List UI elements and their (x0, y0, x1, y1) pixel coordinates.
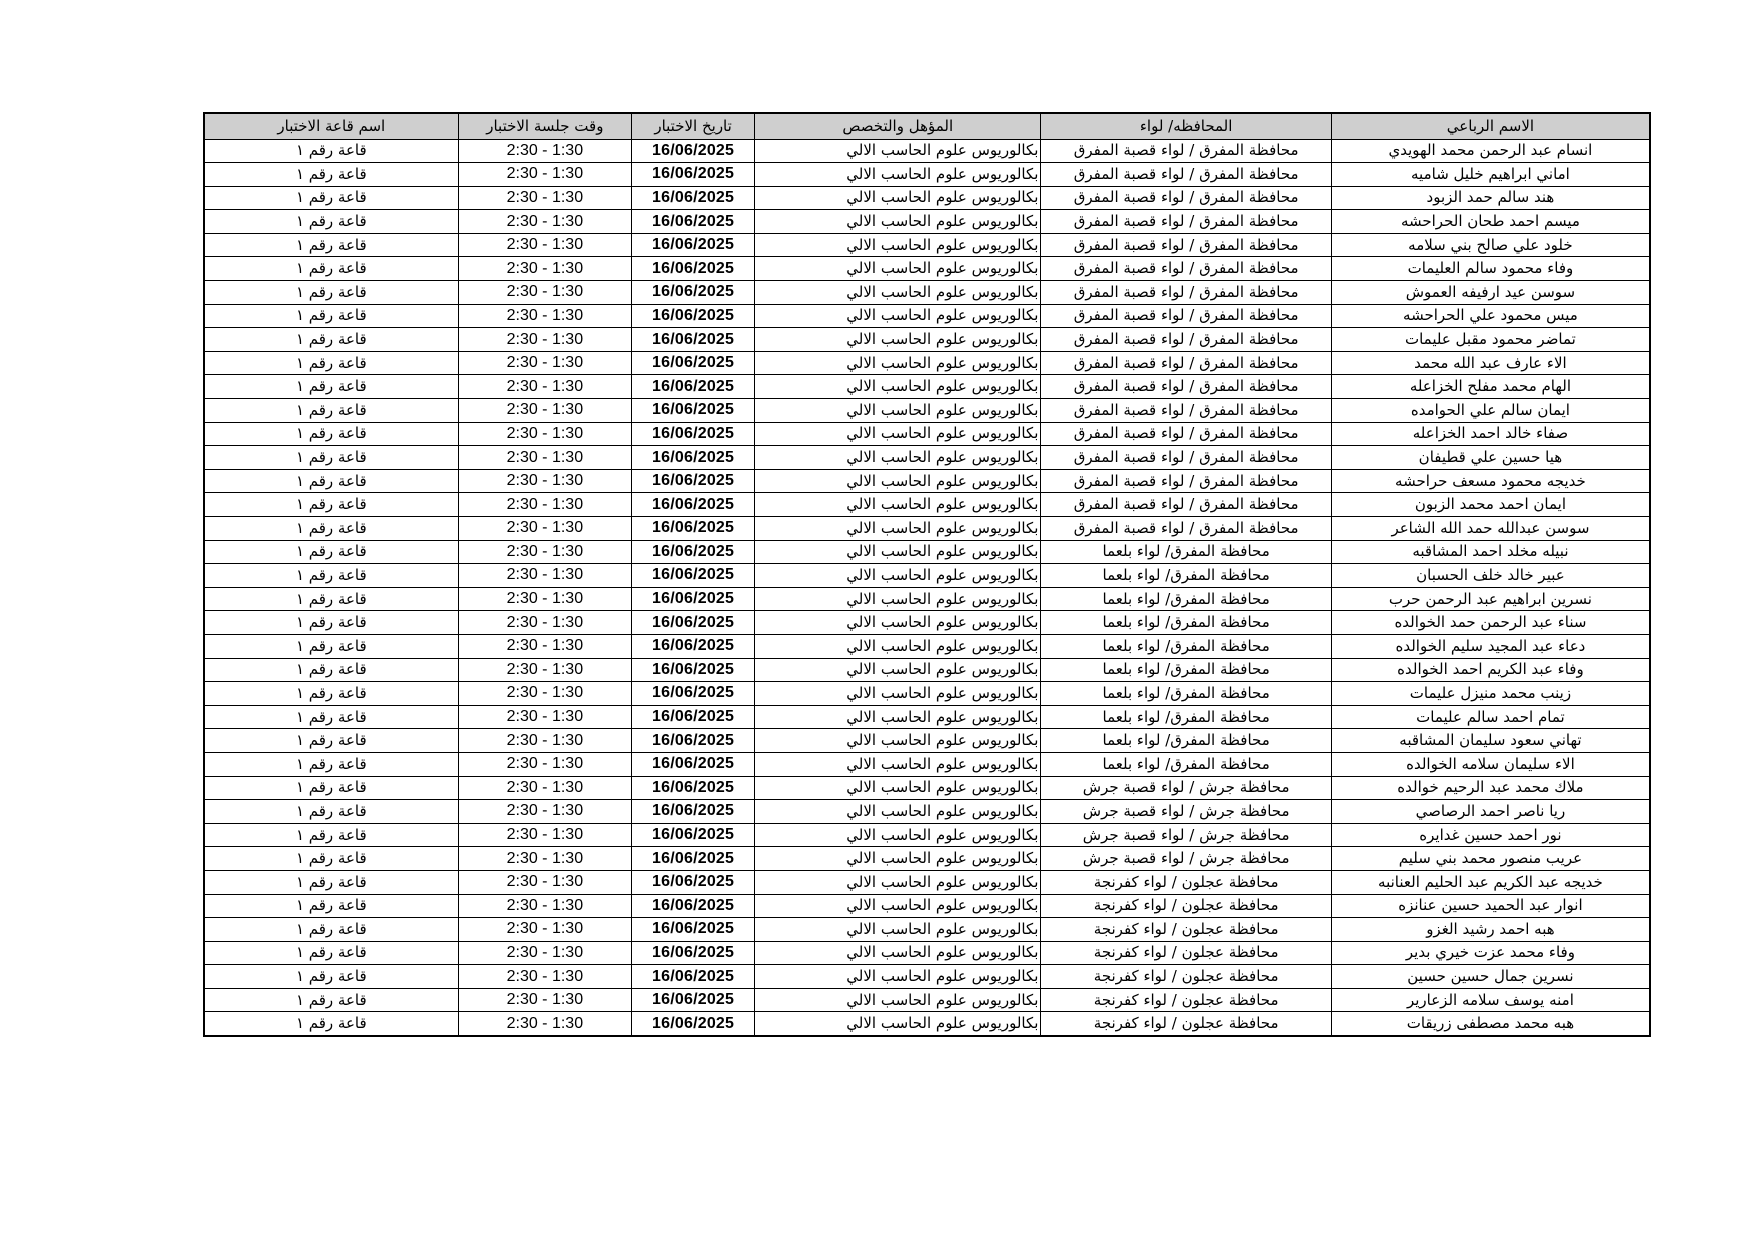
cell-name: ايمان احمد محمد الزبون (1331, 493, 1650, 517)
cell-qualification: بكالوريوس علوم الحاسب الالي (755, 587, 1041, 611)
table-row (204, 139, 1650, 163)
cell-hall: قاعة رقم ١ (204, 682, 458, 706)
cell-hall: قاعة رقم ١ (204, 634, 458, 658)
cell-hall: قاعة رقم ١ (204, 1012, 458, 1036)
header-hall: اسم قاعة الاختبار (204, 113, 458, 139)
cell-hall: قاعة رقم ١ (204, 304, 458, 328)
header-row (204, 113, 1650, 139)
cell-time: 2:30 - 1:30 (458, 210, 631, 234)
cell-time: 2:30 - 1:30 (458, 634, 631, 658)
table-row (204, 163, 1650, 187)
cell-region: محافظة المفرق/ لواء بلعما (1041, 705, 1331, 729)
table-row (204, 422, 1650, 446)
table-row (204, 847, 1650, 871)
cell-qualification: بكالوريوس علوم الحاسب الالي (755, 705, 1041, 729)
cell-region: محافظة المفرق / لواء قصبة المفرق (1041, 469, 1331, 493)
cell-date: 16/06/2025 (632, 988, 755, 1012)
cell-hall: قاعة رقم ١ (204, 870, 458, 894)
table-row (204, 729, 1650, 753)
cell-name: اماني ابراهيم خليل شاميه (1331, 163, 1650, 187)
cell-date: 16/06/2025 (632, 776, 755, 800)
cell-time: 2:30 - 1:30 (458, 186, 631, 210)
cell-hall: قاعة رقم ١ (204, 847, 458, 871)
cell-qualification: بكالوريوس علوم الحاسب الالي (755, 399, 1041, 423)
cell-time: 2:30 - 1:30 (458, 752, 631, 776)
cell-hall: قاعة رقم ١ (204, 941, 458, 965)
cell-date: 16/06/2025 (632, 918, 755, 942)
cell-date: 16/06/2025 (632, 705, 755, 729)
cell-qualification: بكالوريوس علوم الحاسب الالي (755, 941, 1041, 965)
table-row (204, 399, 1650, 423)
cell-name: انوار عبد الحميد حسين عنانزه (1331, 894, 1650, 918)
cell-time: 2:30 - 1:30 (458, 139, 631, 163)
table-row (204, 186, 1650, 210)
cell-time: 2:30 - 1:30 (458, 682, 631, 706)
cell-date: 16/06/2025 (632, 210, 755, 234)
cell-time: 2:30 - 1:30 (458, 163, 631, 187)
cell-date: 16/06/2025 (632, 163, 755, 187)
cell-hall: قاعة رقم ١ (204, 375, 458, 399)
cell-time: 2:30 - 1:30 (458, 257, 631, 281)
exam-schedule-table (203, 112, 1651, 1037)
table-row (204, 894, 1650, 918)
cell-name: تهاني سعود سليمان المشاقبه (1331, 729, 1650, 753)
cell-region: محافظة المفرق/ لواء بلعما (1041, 729, 1331, 753)
cell-hall: قاعة رقم ١ (204, 988, 458, 1012)
cell-name: زينب محمد منيزل عليمات (1331, 682, 1650, 706)
cell-name: وفاء محمود سالم العليمات (1331, 257, 1650, 281)
cell-date: 16/06/2025 (632, 351, 755, 375)
table-row (204, 446, 1650, 470)
cell-region: محافظة المفرق / لواء قصبة المفرق (1041, 375, 1331, 399)
table-row (204, 918, 1650, 942)
table-row (204, 375, 1650, 399)
cell-name: هيا حسين علي قطيفان (1331, 446, 1650, 470)
cell-region: محافظة المفرق/ لواء بلعما (1041, 658, 1331, 682)
cell-date: 16/06/2025 (632, 1012, 755, 1036)
cell-hall: قاعة رقم ١ (204, 493, 458, 517)
cell-name: ملاك محمد عبد الرحيم خوالده (1331, 776, 1650, 800)
cell-name: عبير خالد خلف الحسبان (1331, 564, 1650, 588)
cell-name: الاء سليمان سلامه الخوالده (1331, 752, 1650, 776)
cell-region: محافظة جرش / لواء قصبة جرش (1041, 776, 1331, 800)
table-row (204, 658, 1650, 682)
cell-date: 16/06/2025 (632, 564, 755, 588)
cell-region: محافظة جرش / لواء قصبة جرش (1041, 823, 1331, 847)
table-row (204, 257, 1650, 281)
cell-region: محافظة المفرق / لواء قصبة المفرق (1041, 210, 1331, 234)
cell-qualification: بكالوريوس علوم الحاسب الالي (755, 328, 1041, 352)
cell-qualification: بكالوريوس علوم الحاسب الالي (755, 281, 1041, 305)
table-row (204, 705, 1650, 729)
cell-region: محافظة جرش / لواء قصبة جرش (1041, 847, 1331, 871)
cell-hall: قاعة رقم ١ (204, 422, 458, 446)
cell-date: 16/06/2025 (632, 847, 755, 871)
cell-region: محافظة عجلون / لواء كفرنجة (1041, 918, 1331, 942)
cell-time: 2:30 - 1:30 (458, 729, 631, 753)
cell-time: 2:30 - 1:30 (458, 375, 631, 399)
cell-time: 2:30 - 1:30 (458, 965, 631, 989)
cell-hall: قاعة رقم ١ (204, 776, 458, 800)
cell-region: محافظة المفرق / لواء قصبة المفرق (1041, 233, 1331, 257)
cell-hall: قاعة رقم ١ (204, 328, 458, 352)
cell-qualification: بكالوريوس علوم الحاسب الالي (755, 752, 1041, 776)
cell-region: محافظة المفرق / لواء قصبة المفرق (1041, 304, 1331, 328)
cell-name: نبيله مخلد احمد المشاقبه (1331, 540, 1650, 564)
table-row (204, 281, 1650, 305)
table-row (204, 634, 1650, 658)
table-header (204, 113, 1650, 139)
cell-hall: قاعة رقم ١ (204, 210, 458, 234)
table-row (204, 517, 1650, 541)
cell-hall: قاعة رقم ١ (204, 752, 458, 776)
cell-name: دعاء عبد المجيد سليم الخوالده (1331, 634, 1650, 658)
cell-qualification: بكالوريوس علوم الحاسب الالي (755, 658, 1041, 682)
cell-region: محافظة المفرق / لواء قصبة المفرق (1041, 139, 1331, 163)
cell-date: 16/06/2025 (632, 375, 755, 399)
cell-hall: قاعة رقم ١ (204, 469, 458, 493)
cell-hall: قاعة رقم ١ (204, 965, 458, 989)
cell-qualification: بكالوريوس علوم الحاسب الالي (755, 446, 1041, 470)
cell-date: 16/06/2025 (632, 281, 755, 305)
cell-time: 2:30 - 1:30 (458, 988, 631, 1012)
cell-name: سوسن عيد ارفيفه العموش (1331, 281, 1650, 305)
cell-region: محافظة المفرق / لواء قصبة المفرق (1041, 399, 1331, 423)
cell-date: 16/06/2025 (632, 517, 755, 541)
cell-hall: قاعة رقم ١ (204, 281, 458, 305)
cell-time: 2:30 - 1:30 (458, 918, 631, 942)
cell-date: 16/06/2025 (632, 752, 755, 776)
cell-date: 16/06/2025 (632, 422, 755, 446)
cell-hall: قاعة رقم ١ (204, 823, 458, 847)
cell-region: محافظة المفرق/ لواء بلعما (1041, 540, 1331, 564)
cell-name: ايمان سالم علي الحوامده (1331, 399, 1650, 423)
cell-hall: قاعة رقم ١ (204, 517, 458, 541)
cell-name: نسرين ابراهيم عبد الرحمن حرب (1331, 587, 1650, 611)
cell-hall: قاعة رقم ١ (204, 233, 458, 257)
cell-region: محافظة المفرق / لواء قصبة المفرق (1041, 493, 1331, 517)
table-row (204, 800, 1650, 824)
cell-region: محافظة عجلون / لواء كفرنجة (1041, 988, 1331, 1012)
cell-name: تمام احمد سالم عليمات (1331, 705, 1650, 729)
cell-time: 2:30 - 1:30 (458, 233, 631, 257)
cell-hall: قاعة رقم ١ (204, 894, 458, 918)
cell-region: محافظة المفرق / لواء قصبة المفرق (1041, 517, 1331, 541)
cell-qualification: بكالوريوس علوم الحاسب الالي (755, 870, 1041, 894)
cell-qualification: بكالوريوس علوم الحاسب الالي (755, 988, 1041, 1012)
cell-time: 2:30 - 1:30 (458, 493, 631, 517)
cell-hall: قاعة رقم ١ (204, 587, 458, 611)
cell-region: محافظة المفرق / لواء قصبة المفرق (1041, 257, 1331, 281)
table-row (204, 564, 1650, 588)
cell-time: 2:30 - 1:30 (458, 847, 631, 871)
cell-qualification: بكالوريوس علوم الحاسب الالي (755, 375, 1041, 399)
cell-qualification: بكالوريوس علوم الحاسب الالي (755, 776, 1041, 800)
table-row (204, 328, 1650, 352)
cell-region: محافظة المفرق/ لواء بلعما (1041, 611, 1331, 635)
cell-date: 16/06/2025 (632, 941, 755, 965)
cell-qualification: بكالوريوس علوم الحاسب الالي (755, 469, 1041, 493)
cell-time: 2:30 - 1:30 (458, 469, 631, 493)
cell-time: 2:30 - 1:30 (458, 894, 631, 918)
cell-date: 16/06/2025 (632, 682, 755, 706)
cell-name: عريب منصور محمد بني سليم (1331, 847, 1650, 871)
cell-date: 16/06/2025 (632, 611, 755, 635)
header-name: الاسم الرباعي (1331, 113, 1650, 139)
cell-date: 16/06/2025 (632, 233, 755, 257)
cell-name: خديجه محمود مسعف حراحشه (1331, 469, 1650, 493)
cell-qualification: بكالوريوس علوم الحاسب الالي (755, 729, 1041, 753)
cell-name: صفاء خالد احمد الخزاعله (1331, 422, 1650, 446)
cell-qualification: بكالوريوس علوم الحاسب الالي (755, 682, 1041, 706)
cell-region: محافظة المفرق/ لواء بلعما (1041, 752, 1331, 776)
table-row (204, 941, 1650, 965)
cell-qualification: بكالوريوس علوم الحاسب الالي (755, 800, 1041, 824)
cell-qualification: بكالوريوس علوم الحاسب الالي (755, 210, 1041, 234)
cell-time: 2:30 - 1:30 (458, 611, 631, 635)
cell-region: محافظة المفرق/ لواء بلعما (1041, 564, 1331, 588)
cell-region: محافظة المفرق/ لواء بلعما (1041, 682, 1331, 706)
cell-region: محافظة المفرق/ لواء بلعما (1041, 587, 1331, 611)
cell-date: 16/06/2025 (632, 587, 755, 611)
cell-name: خلود علي صالح بني سلامه (1331, 233, 1650, 257)
cell-region: محافظة المفرق / لواء قصبة المفرق (1041, 351, 1331, 375)
cell-name: نور احمد حسين غدايره (1331, 823, 1650, 847)
cell-qualification: بكالوريوس علوم الحاسب الالي (755, 257, 1041, 281)
cell-date: 16/06/2025 (632, 469, 755, 493)
cell-qualification: بكالوريوس علوم الحاسب الالي (755, 611, 1041, 635)
cell-qualification: بكالوريوس علوم الحاسب الالي (755, 918, 1041, 942)
cell-hall: قاعة رقم ١ (204, 257, 458, 281)
cell-date: 16/06/2025 (632, 186, 755, 210)
cell-name: ميسم احمد طحان الحراحشه (1331, 210, 1650, 234)
cell-hall: قاعة رقم ١ (204, 540, 458, 564)
table-row (204, 540, 1650, 564)
cell-time: 2:30 - 1:30 (458, 587, 631, 611)
cell-region: محافظة المفرق / لواء قصبة المفرق (1041, 163, 1331, 187)
cell-name: سوسن عبدالله حمد الله الشاعر (1331, 517, 1650, 541)
cell-hall: قاعة رقم ١ (204, 351, 458, 375)
cell-region: محافظة المفرق/ لواء بلعما (1041, 634, 1331, 658)
cell-qualification: بكالوريوس علوم الحاسب الالي (755, 139, 1041, 163)
cell-date: 16/06/2025 (632, 729, 755, 753)
table-row (204, 351, 1650, 375)
cell-time: 2:30 - 1:30 (458, 1012, 631, 1036)
table-row (204, 1012, 1650, 1036)
header-date: تاريخ الاختبار (632, 113, 755, 139)
cell-time: 2:30 - 1:30 (458, 800, 631, 824)
cell-date: 16/06/2025 (632, 540, 755, 564)
table-row (204, 611, 1650, 635)
table-row (204, 304, 1650, 328)
cell-name: خديجه عبد الكريم عبد الحليم العنانبه (1331, 870, 1650, 894)
cell-hall: قاعة رقم ١ (204, 729, 458, 753)
cell-date: 16/06/2025 (632, 304, 755, 328)
cell-name: هبه محمد مصطفى زريقات (1331, 1012, 1650, 1036)
cell-qualification: بكالوريوس علوم الحاسب الالي (755, 847, 1041, 871)
cell-name: هند سالم حمد الزبود (1331, 186, 1650, 210)
cell-date: 16/06/2025 (632, 328, 755, 352)
cell-qualification: بكالوريوس علوم الحاسب الالي (755, 965, 1041, 989)
cell-region: محافظة جرش / لواء قصبة جرش (1041, 800, 1331, 824)
cell-hall: قاعة رقم ١ (204, 399, 458, 423)
table-row (204, 210, 1650, 234)
table-row (204, 682, 1650, 706)
cell-date: 16/06/2025 (632, 870, 755, 894)
cell-time: 2:30 - 1:30 (458, 328, 631, 352)
table-row (204, 752, 1650, 776)
cell-time: 2:30 - 1:30 (458, 446, 631, 470)
cell-name: هبه احمد رشيد الغزو (1331, 918, 1650, 942)
cell-name: امنه يوسف سلامه الزعارير (1331, 988, 1650, 1012)
cell-qualification: بكالوريوس علوم الحاسب الالي (755, 304, 1041, 328)
cell-name: ريا ناصر احمد الرصاصي (1331, 800, 1650, 824)
cell-qualification: بكالوريوس علوم الحاسب الالي (755, 894, 1041, 918)
table-row (204, 776, 1650, 800)
cell-time: 2:30 - 1:30 (458, 422, 631, 446)
cell-hall: قاعة رقم ١ (204, 446, 458, 470)
cell-qualification: بكالوريوس علوم الحاسب الالي (755, 233, 1041, 257)
table-row (204, 965, 1650, 989)
cell-hall: قاعة رقم ١ (204, 658, 458, 682)
cell-time: 2:30 - 1:30 (458, 941, 631, 965)
cell-qualification: بكالوريوس علوم الحاسب الالي (755, 540, 1041, 564)
cell-region: محافظة المفرق / لواء قصبة المفرق (1041, 328, 1331, 352)
cell-time: 2:30 - 1:30 (458, 281, 631, 305)
cell-time: 2:30 - 1:30 (458, 564, 631, 588)
cell-time: 2:30 - 1:30 (458, 399, 631, 423)
cell-name: انسام عبد الرحمن محمد الهويدي (1331, 139, 1650, 163)
cell-hall: قاعة رقم ١ (204, 186, 458, 210)
cell-hall: قاعة رقم ١ (204, 163, 458, 187)
cell-qualification: بكالوريوس علوم الحاسب الالي (755, 163, 1041, 187)
cell-qualification: بكالوريوس علوم الحاسب الالي (755, 517, 1041, 541)
cell-name: تماضر محمود مقبل عليمات (1331, 328, 1650, 352)
cell-qualification: بكالوريوس علوم الحاسب الالي (755, 493, 1041, 517)
cell-name: سناء عبد الرحمن حمد الخوالده (1331, 611, 1650, 635)
cell-qualification: بكالوريوس علوم الحاسب الالي (755, 1012, 1041, 1036)
cell-time: 2:30 - 1:30 (458, 304, 631, 328)
table-row (204, 988, 1650, 1012)
cell-region: محافظة المفرق / لواء قصبة المفرق (1041, 446, 1331, 470)
header-time: وقت جلسة الاختبار (458, 113, 631, 139)
table-row (204, 469, 1650, 493)
cell-date: 16/06/2025 (632, 139, 755, 163)
cell-date: 16/06/2025 (632, 493, 755, 517)
cell-qualification: بكالوريوس علوم الحاسب الالي (755, 634, 1041, 658)
cell-region: محافظة المفرق / لواء قصبة المفرق (1041, 422, 1331, 446)
cell-region: محافظة عجلون / لواء كفرنجة (1041, 870, 1331, 894)
cell-region: محافظة المفرق / لواء قصبة المفرق (1041, 281, 1331, 305)
cell-time: 2:30 - 1:30 (458, 540, 631, 564)
cell-date: 16/06/2025 (632, 800, 755, 824)
cell-name: الهام محمد مفلح الخزاعله (1331, 375, 1650, 399)
cell-date: 16/06/2025 (632, 658, 755, 682)
cell-region: محافظة عجلون / لواء كفرنجة (1041, 894, 1331, 918)
cell-time: 2:30 - 1:30 (458, 823, 631, 847)
cell-hall: قاعة رقم ١ (204, 705, 458, 729)
cell-time: 2:30 - 1:30 (458, 658, 631, 682)
cell-hall: قاعة رقم ١ (204, 139, 458, 163)
table-body (204, 139, 1650, 1036)
cell-region: محافظة عجلون / لواء كفرنجة (1041, 1012, 1331, 1036)
table-row (204, 823, 1650, 847)
cell-hall: قاعة رقم ١ (204, 800, 458, 824)
table-row (204, 493, 1650, 517)
header-region: المحافظه/ لواء (1041, 113, 1331, 139)
cell-name: ميس محمود علي الحراحشه (1331, 304, 1650, 328)
cell-date: 16/06/2025 (632, 446, 755, 470)
cell-name: نسرين جمال حسين حسين (1331, 965, 1650, 989)
cell-name: وفاء عبد الكريم احمد الخوالده (1331, 658, 1650, 682)
cell-hall: قاعة رقم ١ (204, 564, 458, 588)
cell-qualification: بكالوريوس علوم الحاسب الالي (755, 422, 1041, 446)
cell-name: الاء عارف عبد الله محمد (1331, 351, 1650, 375)
cell-time: 2:30 - 1:30 (458, 351, 631, 375)
cell-time: 2:30 - 1:30 (458, 705, 631, 729)
cell-date: 16/06/2025 (632, 965, 755, 989)
table-row (204, 587, 1650, 611)
cell-time: 2:30 - 1:30 (458, 776, 631, 800)
cell-qualification: بكالوريوس علوم الحاسب الالي (755, 186, 1041, 210)
cell-qualification: بكالوريوس علوم الحاسب الالي (755, 564, 1041, 588)
cell-region: محافظة المفرق / لواء قصبة المفرق (1041, 186, 1331, 210)
cell-region: محافظة عجلون / لواء كفرنجة (1041, 965, 1331, 989)
table-row (204, 233, 1650, 257)
cell-qualification: بكالوريوس علوم الحاسب الالي (755, 823, 1041, 847)
cell-name: وفاء محمد عزت خيري بدير (1331, 941, 1650, 965)
cell-hall: قاعة رقم ١ (204, 611, 458, 635)
cell-date: 16/06/2025 (632, 399, 755, 423)
cell-qualification: بكالوريوس علوم الحاسب الالي (755, 351, 1041, 375)
cell-date: 16/06/2025 (632, 257, 755, 281)
table-row (204, 870, 1650, 894)
cell-time: 2:30 - 1:30 (458, 517, 631, 541)
cell-date: 16/06/2025 (632, 894, 755, 918)
cell-time: 2:30 - 1:30 (458, 870, 631, 894)
cell-date: 16/06/2025 (632, 823, 755, 847)
cell-date: 16/06/2025 (632, 634, 755, 658)
header-qualification: المؤهل والتخصص (755, 113, 1041, 139)
cell-region: محافظة عجلون / لواء كفرنجة (1041, 941, 1331, 965)
cell-hall: قاعة رقم ١ (204, 918, 458, 942)
